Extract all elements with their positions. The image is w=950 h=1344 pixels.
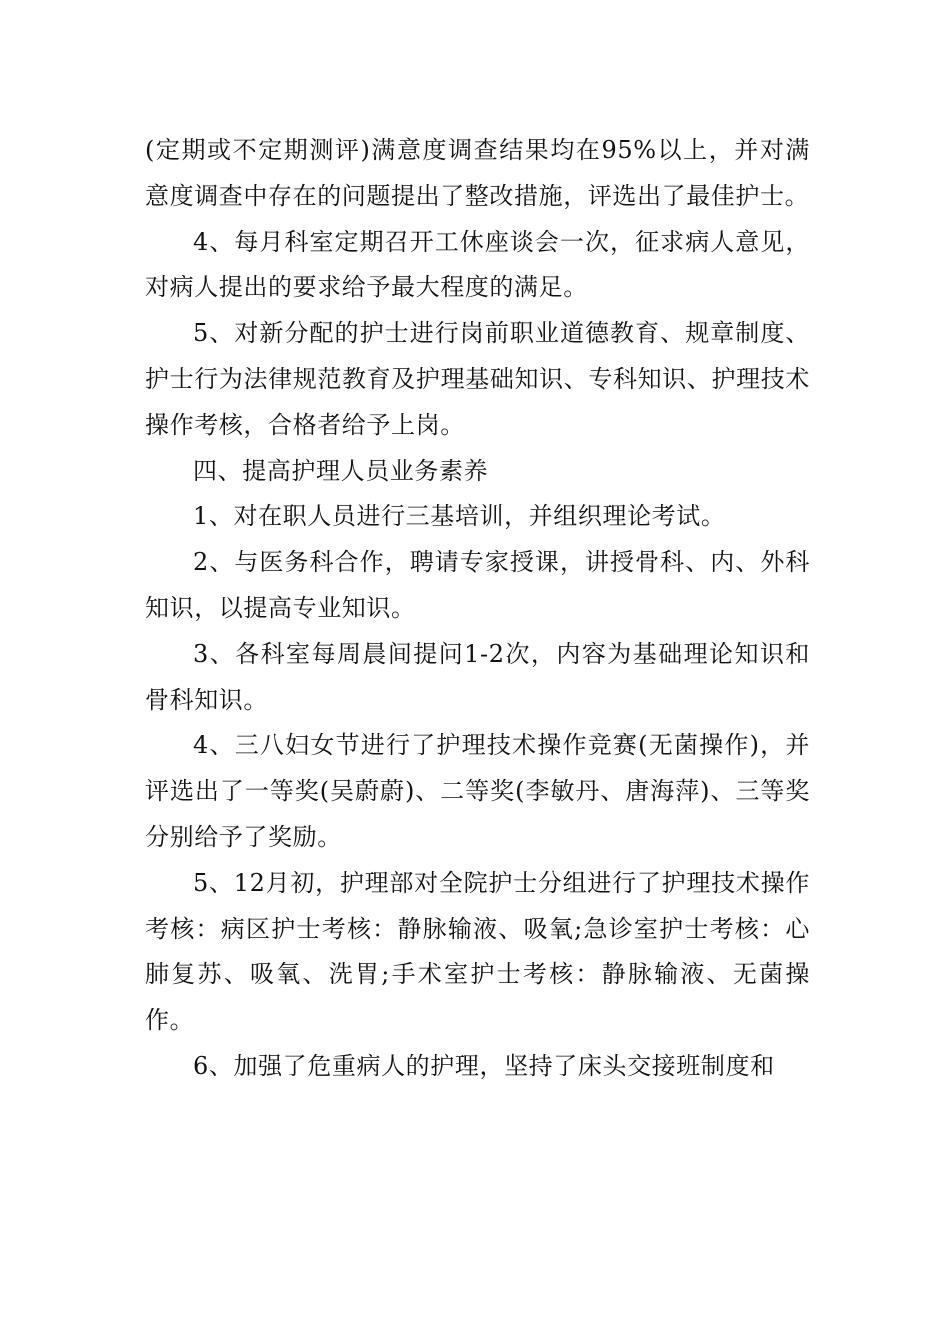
paragraph: 4、每月科室定期召开工休座谈会一次，征求病人意见，对病人提出的要求给予最大程度的满足。: [145, 227, 810, 302]
document-body: [145, 128, 810, 1090]
paragraph: 3、各科室每周晨间提问1-2次，内容为基础理论知识和骨科知识。: [145, 639, 810, 714]
paragraph: 6、加强了危重病人的护理，坚持了床头交接班制度和: [193, 1051, 775, 1080]
section-heading: 四、提高护理人员业务素养: [193, 456, 489, 485]
paragraph: (定期或不定期测评)满意度调查结果均在95%以上，并对满意度调查中存在的问题提出了整改措施，评选出了最佳护士。: [145, 136, 810, 210]
paragraph: 1、对在职人员进行三基培训，并组织理论考试。: [193, 502, 726, 531]
paragraph: 5、12月初，护理部对全院护士分组进行了护理技术操作考核：病区护士考核：静脉输液、吸氧;急诊室护士考核：心肺复苏、吸氧、洗胃;手术室护士考核：静脉输液、无菌操作。: [145, 868, 810, 1035]
paragraph: 4、三八妇女节进行了护理技术操作竞赛(无菌操作)，并评选出了一等奖(吴蔚蔚)、二等奖(李敏丹、唐海萍)、三等奖分别给予了奖励。: [145, 731, 810, 851]
paragraph: 5、对新分配的护士进行岗前职业道德教育、规章制度、护士行为法律规范教育及护理基础知识、专科知识、护理技术操作考核，合格者给予上岗。: [145, 319, 810, 439]
paragraph: 2、与医务科合作，聘请专家授课，讲授骨科、内、外科知识，以提高专业知识。: [145, 548, 810, 622]
